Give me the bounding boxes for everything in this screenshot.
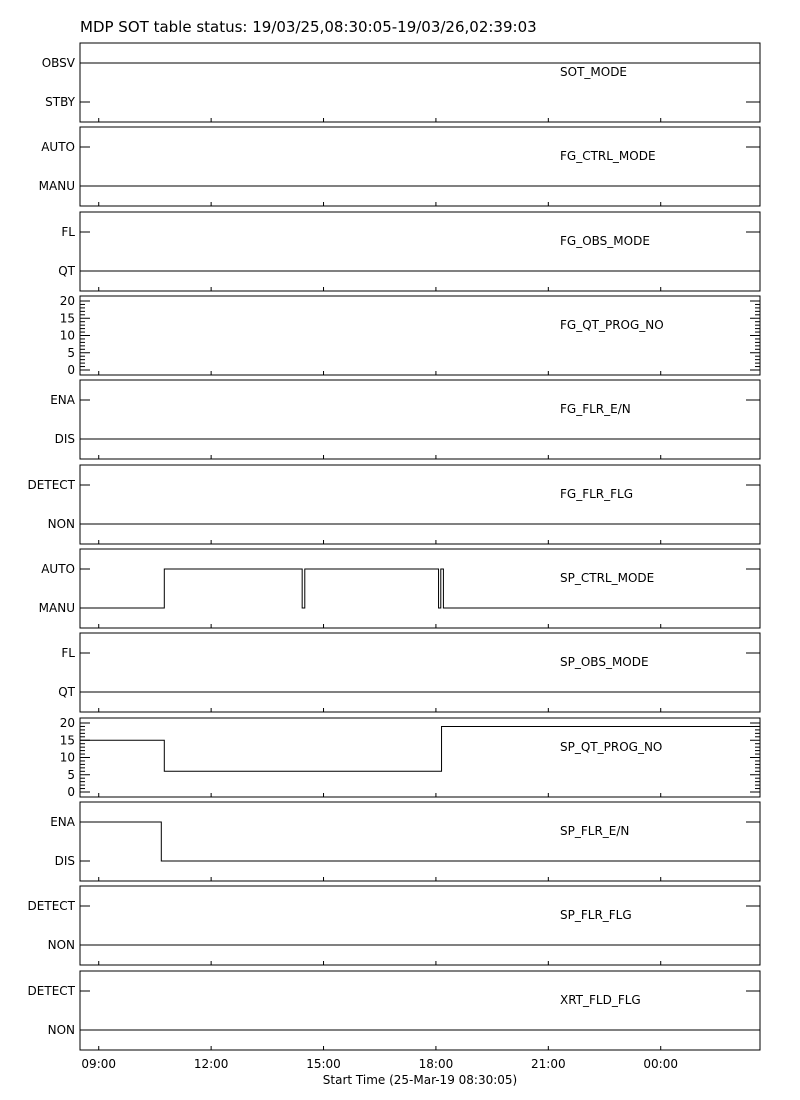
y-tick-label: 10: [59, 328, 75, 343]
y-tick-label: QT: [58, 264, 75, 278]
panel-xrt-fld-flg: [28, 971, 760, 1050]
y-tick-label: 5: [67, 345, 75, 360]
y-tick-label: MANU: [38, 179, 75, 193]
y-tick-label: DIS: [54, 432, 75, 446]
panel-name: SP_CTRL_MODE: [560, 571, 655, 585]
y-tick-label: DETECT: [27, 984, 75, 998]
panel-frame: [80, 802, 760, 881]
y-tick-label: ENA: [50, 815, 75, 829]
panel-fg-qt-prog-no: [60, 294, 760, 377]
panel-frame: [80, 296, 760, 375]
y-tick-label: 20: [59, 294, 75, 308]
y-tick-label: DETECT: [27, 478, 75, 492]
x-axis-label: Start Time (25-Mar-19 08:30:05): [322, 1073, 518, 1087]
panel-name: SP_QT_PROG_NO: [560, 740, 663, 754]
series-line-sp-flr-e-n: [80, 822, 760, 861]
y-tick-label: NON: [47, 517, 75, 531]
y-tick-label: DIS: [54, 854, 75, 868]
x-tick-label: 09:00: [81, 1057, 117, 1071]
x-axis: [81, 1057, 678, 1071]
panel-fg-ctrl-mode: [39, 127, 760, 206]
panel-frame: [80, 886, 760, 965]
y-tick-label: AUTO: [41, 140, 75, 154]
panel-frame: [80, 127, 760, 206]
panel-name: SOT_MODE: [560, 65, 628, 79]
panel-frame: [80, 549, 760, 628]
panel-name: FG_FLR_FLG: [560, 487, 634, 501]
x-tick-label: 00:00: [643, 1057, 679, 1071]
y-tick-label: AUTO: [41, 562, 75, 576]
x-tick-label: 15:00: [306, 1057, 341, 1071]
panels: [28, 43, 760, 1050]
panel-name: FG_CTRL_MODE: [560, 149, 656, 163]
y-tick-label: 0: [67, 363, 75, 377]
panel-sp-flr-e-n: [50, 802, 760, 881]
x-tick-label: 21:00: [531, 1057, 566, 1071]
y-tick-label: 15: [59, 733, 75, 748]
y-tick-label: STBY: [45, 95, 75, 109]
panel-frame: [80, 633, 760, 712]
y-tick-label: FL: [61, 646, 75, 660]
panel-sot-mode: [42, 43, 760, 122]
panel-frame: [80, 718, 760, 797]
series-line-sp-ctrl-mode: [80, 569, 760, 608]
x-tick-label: 12:00: [193, 1057, 229, 1071]
panel-frame: [80, 212, 760, 291]
panel-frame: [80, 971, 760, 1050]
y-tick-label: ENA: [50, 393, 75, 407]
y-tick-label: NON: [47, 1023, 75, 1037]
panel-fg-flr-e-n: [50, 380, 760, 459]
panel-name: XRT_FLD_FLG: [560, 993, 641, 1007]
y-tick-label: DETECT: [27, 899, 75, 913]
panel-frame: [80, 380, 760, 459]
panel-name: SP_FLR_E/N: [560, 824, 630, 838]
y-tick-label: 15: [59, 311, 75, 326]
panel-name: FG_OBS_MODE: [560, 234, 650, 248]
panel-name: SP_OBS_MODE: [560, 655, 649, 669]
y-tick-label: MANU: [38, 601, 75, 615]
panel-name: FG_FLR_E/N: [560, 402, 631, 416]
panel-fg-obs-mode: [58, 212, 760, 291]
panel-sp-obs-mode: [58, 633, 760, 712]
y-tick-label: 0: [67, 785, 75, 799]
panel-name: FG_QT_PROG_NO: [560, 318, 664, 332]
chart-title: MDP SOT table status: 19/03/25,08:30:05-19/03/26,02:39:03: [80, 18, 537, 36]
y-tick-label: FL: [61, 225, 75, 239]
panel-sp-ctrl-mode: [39, 549, 760, 628]
panel-sp-qt-prog-no: [60, 716, 760, 799]
y-tick-label: QT: [58, 685, 75, 699]
panel-frame: [80, 465, 760, 544]
y-tick-label: OBSV: [41, 56, 75, 70]
y-tick-label: NON: [47, 938, 75, 952]
y-tick-label: 10: [59, 750, 75, 765]
x-tick-label: 18:00: [418, 1057, 454, 1071]
panel-fg-flr-flg: [28, 465, 760, 544]
panel-name: SP_FLR_FLG: [560, 908, 632, 922]
panel-sp-flr-flg: [28, 886, 760, 965]
panel-frame: [80, 43, 760, 122]
y-tick-label: 20: [59, 716, 75, 730]
y-tick-label: 5: [67, 767, 75, 782]
